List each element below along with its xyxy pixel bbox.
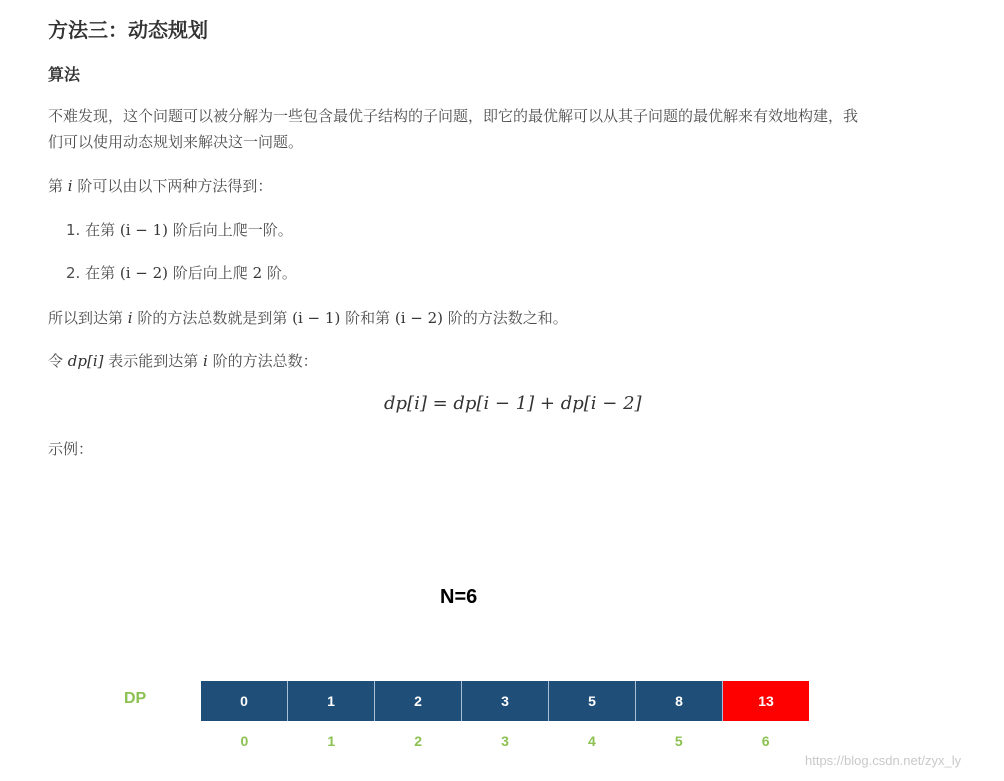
- dp-row-label: DP: [124, 690, 147, 707]
- algorithm-subheading: 算法: [48, 65, 81, 84]
- math-i: i: [127, 309, 133, 327]
- list-item: 2. 在第 (i − 2) 阶后向上爬 2 阶。: [66, 264, 297, 282]
- index-label: 1: [327, 733, 336, 749]
- example-label: 示例：: [48, 440, 94, 458]
- math-expression: (i − 2): [119, 264, 169, 282]
- math-expression: (i − 1): [292, 309, 341, 327]
- paragraph-methods: 第 i 阶可以由以下两种方法得到：: [48, 177, 273, 195]
- paragraph-sum: 所以到达第 i 阶的方法总数就是到第 (i − 1) 阶和第 (i − 2) 阶的方法数之和。: [48, 309, 568, 327]
- paragraph-intro-line1: 不难发现，这个问题可以被分解为一些包含最优子结构的子问题，即它的最优解可以从其子问题的最优解来有效地构建，我: [48, 107, 859, 125]
- dp-cell: 5: [549, 681, 636, 721]
- math-expression: (i − 1): [119, 221, 169, 239]
- math-dp-i: dp[i]: [67, 352, 104, 370]
- dp-cell: 3: [462, 681, 549, 721]
- figure-title: N=6: [440, 586, 478, 608]
- dp-array: [201, 681, 809, 721]
- paragraph-definition: 令 dp[i] 表示能到达第 i 阶的方法总数：: [48, 352, 318, 370]
- index-label: 2: [414, 733, 423, 749]
- section-heading: 方法三：动态规划: [48, 18, 208, 42]
- dp-cell-highlighted: 13: [723, 681, 809, 721]
- math-expression: (i − 2): [394, 309, 443, 327]
- index-row: [201, 733, 809, 753]
- dp-cell: 2: [375, 681, 462, 721]
- dp-cell: 8: [636, 681, 723, 721]
- math-i: i: [67, 177, 73, 195]
- list-item: 1. 在第 (i − 1) 阶后向上爬一阶。: [66, 221, 293, 239]
- recurrence-formula: dp[i] = dp[i − 1] + dp[i − 2]: [384, 393, 642, 414]
- dp-cell: 0: [201, 681, 288, 721]
- paragraph-intro-line2: 们可以使用动态规划来解决这一问题。: [48, 133, 304, 151]
- math-i: i: [203, 352, 208, 370]
- dp-cell: 1: [288, 681, 375, 721]
- index-label: 4: [587, 733, 596, 749]
- index-label: 5: [674, 733, 683, 749]
- index-label: 6: [761, 733, 770, 749]
- watermark: https://blog.csdn.net/zyx_ly: [805, 753, 962, 768]
- index-label: 0: [240, 733, 249, 749]
- math-number: 2: [252, 264, 263, 282]
- index-label: 3: [501, 733, 509, 749]
